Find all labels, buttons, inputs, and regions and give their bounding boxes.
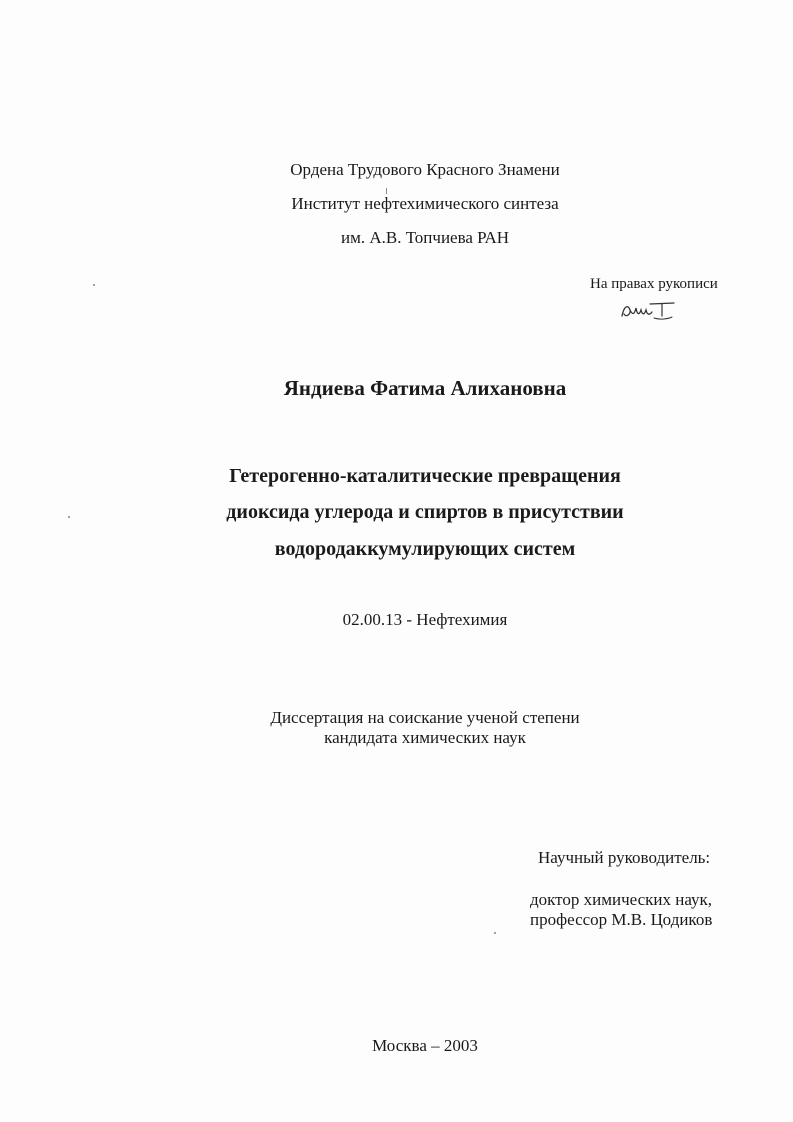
supervisor-label: Научный руководитель: <box>538 848 711 867</box>
degree-line-2: кандидата химических наук <box>324 728 526 747</box>
title-line-3: водородаккумулирующих систем <box>274 538 576 560</box>
scan-speck <box>386 188 387 194</box>
header-line-1: Ордена Трудового Красного Знамени <box>290 160 560 179</box>
header-line-3: им. А.В. Топчиева РАН <box>340 228 510 247</box>
handwritten-signature <box>618 298 678 322</box>
title-line-1: Гетерогенно-каталитические превращения <box>229 465 621 487</box>
specialty: 02.00.13 - Нефтехимия <box>342 610 508 629</box>
header-line-2: Институт нефтехимического синтеза <box>291 194 559 213</box>
scan-speck <box>494 932 496 934</box>
scan-speck <box>93 284 95 286</box>
degree-line-1: Диссертация на соискание ученой степени <box>270 708 580 727</box>
scan-speck <box>68 516 70 518</box>
supervisor-line-2: профессор М.В. Цодиков <box>530 910 713 929</box>
footer-city-year: Москва – 2003 <box>372 1036 478 1055</box>
title-line-2: диоксида углерода и спиртов в присутствии <box>226 501 624 523</box>
rights-note: На правах рукописи <box>590 276 718 292</box>
author-name: Яндиева Фатима Алихановна <box>283 376 567 400</box>
supervisor-line-1: доктор химических наук, <box>530 890 713 909</box>
